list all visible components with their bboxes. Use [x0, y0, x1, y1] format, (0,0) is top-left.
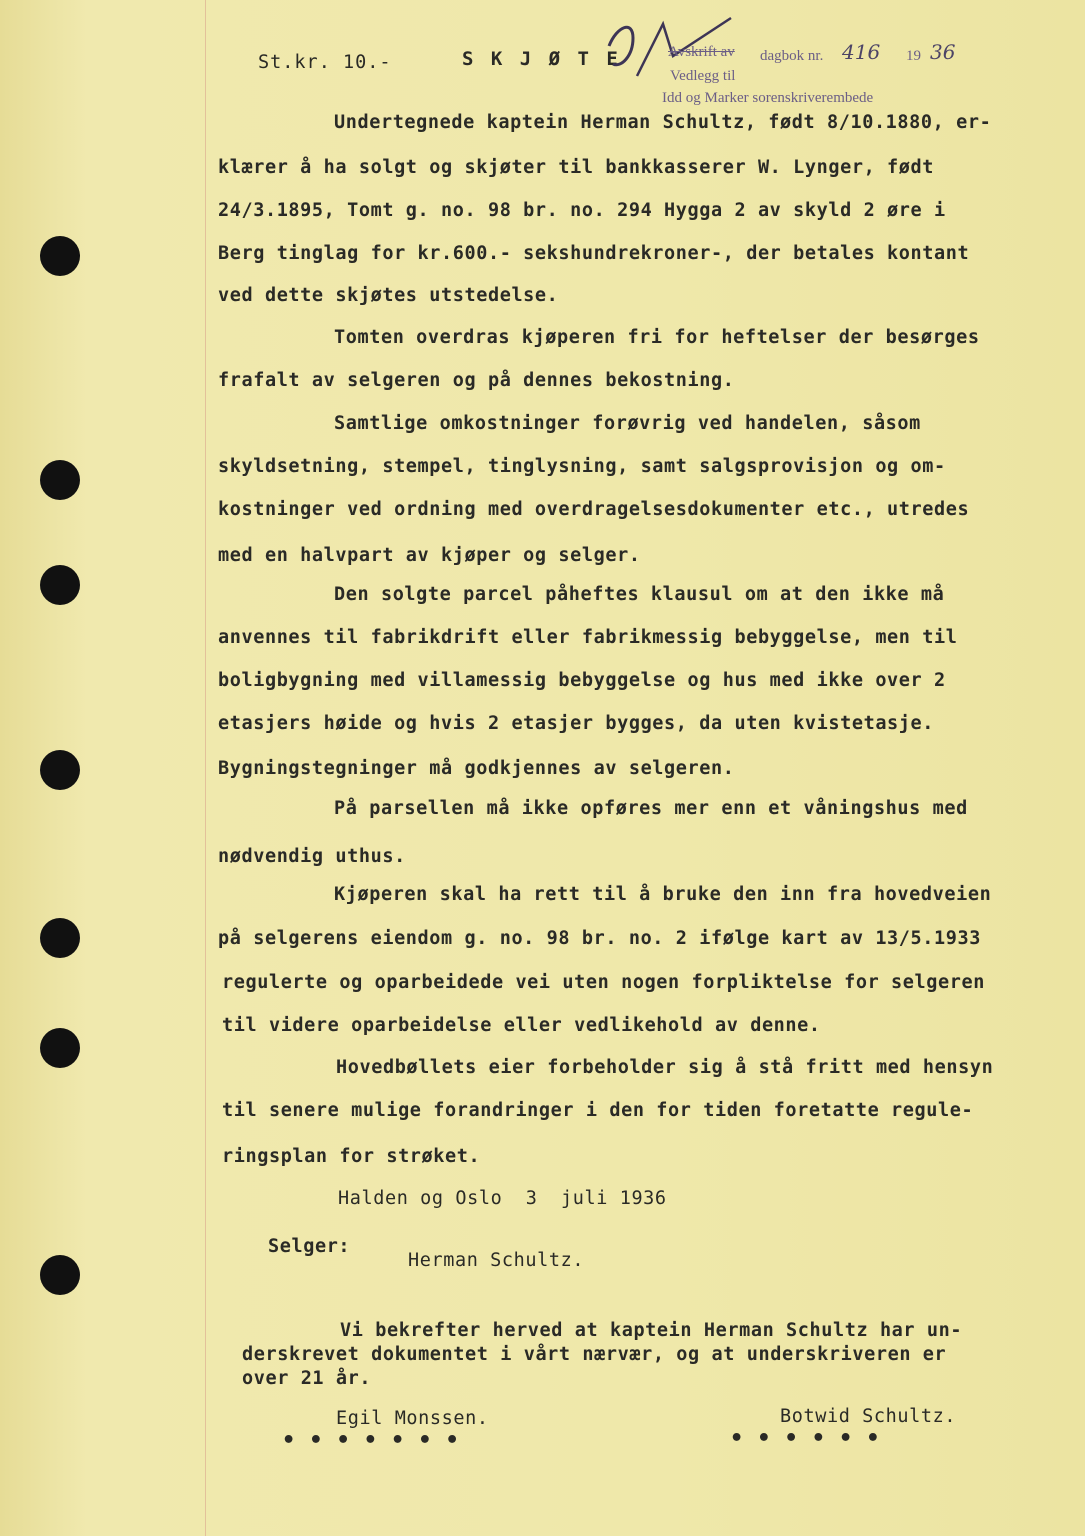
witness-line: over 21 år.: [242, 1368, 372, 1389]
body-line: anvennes til fabrikdrift eller fabrikmessig bebyggelse, men til: [218, 627, 958, 648]
body-line: kostninger ved ordning med overdragelsesdokumenter etc., utredes: [218, 499, 970, 520]
body-line: frafalt av selgeren og på dennes bekostning.: [218, 370, 735, 391]
body-line: ved dette skjøtes utstedelse.: [218, 285, 559, 306]
punch-hole: [40, 750, 80, 790]
punch-hole: [40, 236, 80, 276]
stamp-avskrift: Avskrift av: [668, 44, 735, 60]
witness-line: Vi bekrefter herved at kaptein Herman Schultz har un-: [340, 1320, 963, 1341]
body-line: Bygningstegninger må godkjennes av selgeren.: [218, 758, 735, 779]
witness-line: derskrevet dokumentet i vårt nærvær, og at underskriveren er: [242, 1344, 947, 1365]
body-line: til senere mulige forandringer i den for tiden foretatte regule-: [222, 1100, 974, 1121]
body-line: 24/3.1895, Tomt g. no. 98 br. no. 294 Hygga 2 av skyld 2 øre i: [218, 200, 946, 221]
witness-name: Egil Monssen.: [336, 1408, 489, 1429]
date-line: Halden og Oslo 3 juli 1936: [338, 1188, 667, 1209]
body-line: etasjers høide og hvis 2 etasjer bygges, da uten kvistetasje.: [218, 713, 935, 734]
seller-label: Selger:: [268, 1236, 351, 1257]
body-line: nødvendig uthus.: [218, 846, 406, 867]
punch-hole: [40, 460, 80, 500]
document-title: S K J Ø T E: [462, 48, 621, 70]
stamp-court: Idd og Marker sorenskriverembede: [662, 90, 874, 106]
stamp-dagbok-label: dagbok nr.: [760, 48, 824, 64]
body-line: ringsplan for strøket.: [222, 1146, 481, 1167]
body-line: boligbygning med villamessig bebyggelse og hus med ikke over 2: [218, 670, 946, 691]
stamp-year-prefix: 19: [906, 48, 921, 64]
margin-rule: [205, 0, 206, 1536]
signature-dots: •••••••: [282, 1428, 473, 1453]
body-line: med en halvpart av kjøper og selger.: [218, 545, 641, 566]
signature-dots: ••••••: [730, 1426, 894, 1451]
punch-hole: [40, 1255, 80, 1295]
body-line: Den solgte parcel påheftes klausul om at den ikke må: [334, 584, 945, 605]
punch-hole: [40, 918, 80, 958]
body-line: Kjøperen skal ha rett til å bruke den inn fra hovedveien: [334, 884, 992, 905]
body-line: Berg tinglag for kr.600.- sekshundrekroner-, der betales kontant: [218, 243, 970, 264]
body-line: Samtlige omkostninger forøvrig ved handelen, såsom: [334, 413, 921, 434]
stamp-dagbok-number: 416: [842, 40, 881, 64]
body-line: til videre oparbeidelse eller vedlikehold av denne.: [222, 1015, 821, 1036]
body-line: skyldsetning, stempel, tinglysning, samt salgsprovisjon og om-: [218, 456, 946, 477]
body-line: Tomten overdras kjøperen fri for heftelser der besørges: [334, 327, 980, 348]
punch-hole: [40, 565, 80, 605]
seller-name: Herman Schultz.: [408, 1250, 585, 1271]
stamp-year: 36: [930, 40, 956, 64]
body-line: Hovedbøllets eier forbeholder sig å stå fritt med hensyn: [336, 1057, 994, 1078]
fee-text: St.kr. 10.-: [258, 52, 392, 73]
body-line: På parsellen må ikke opføres mer enn et våningshus med: [334, 798, 968, 819]
witness-name: Botwid Schultz.: [780, 1406, 957, 1427]
body-line: regulerte og oparbeidede vei uten nogen forpliktelse for selgeren: [222, 972, 985, 993]
punch-hole: [40, 1028, 80, 1068]
stamp-vedlegg: Vedlegg til: [670, 68, 736, 84]
body-line: på selgerens eiendom g. no. 98 br. no. 2 ifølge kart av 13/5.1933: [218, 928, 981, 949]
body-line: klærer å ha solgt og skjøter til bankkasserer W. Lynger, født: [218, 157, 935, 178]
body-line: Undertegnede kaptein Herman Schultz, født 8/10.1880, er-: [334, 112, 992, 133]
